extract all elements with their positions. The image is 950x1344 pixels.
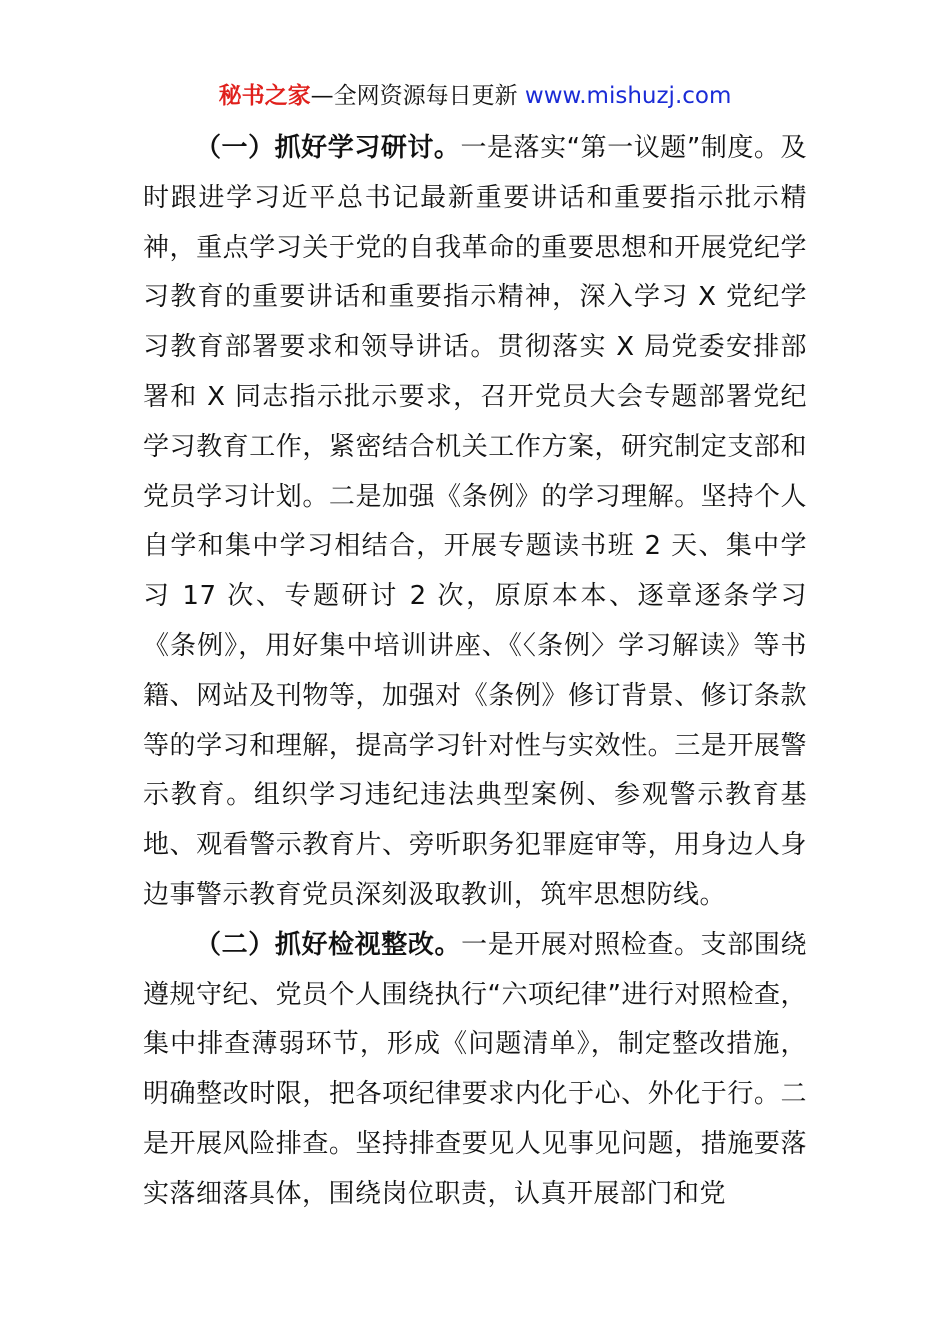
site-header [0,80,950,112]
paragraph-heading: （二）抓好检视整改。 [195,929,462,960]
paragraph-text: 一是开展对照检查。支部围绕遵规守纪、党员个人围绕执行“六项纪律”进行对照检查，集中排查薄弱环节，形成《问题清单》，制定整改措施，明确整改时限，把各项纪律要求内化于心、外化于行。二是开展风险排查。坚持排查要见人见事见问题，措施要落实落细落具体，围绕岗位职责，认真开展部门和党 [143,929,807,1209]
paragraph-text: 一是落实“第一议题”制度。及时跟进学习近平总书记最新重要讲话和重要指示批示精神，重点学习关于党的自我革命的重要思想和开展党纪学习教育的重要讲话和重要指示精神，深入学习 X 党纪学习教育部署要求和领导讲话。贯彻落实 X 局党委安排部署和 X 同志指示批示要求，召开党员大会专题部署党纪学习教育工作，紧密结合机关工作方案，研究制定支部和党员学习计划。二是加强《条例》的学习理解。坚持个人自学和集中学习相结合，开展专题读书班 2 天、集中学习 17 次、专题研讨 2 次，原原本本、逐章逐条学习《条例》，用好集中培训讲座、《〈条例〉学习解读》等书籍、网站及刊物等，加强对《条例》修订背景、修订条款等的学习和理解，提高学习针对性与实效性。三是开展警示教育。组织学习违纪违法典型案例、参观警示教育基地、观看警示教育片、旁听职务犯罪庭审等，用身边人身边事警示教育党员深刻汲取教训，筑牢思想防线。 [143,133,807,910]
site-url[interactable]: www.mishuzj.com [524,83,732,109]
paragraph-rectification [143,921,807,1220]
site-tagline: —全网资源每日更新 [310,83,525,109]
site-brand: 秘书之家 [218,83,311,109]
paragraph-heading: （一）抓好学习研讨。 [195,133,461,163]
paragraph-study [143,124,807,921]
document-body [143,124,807,1220]
